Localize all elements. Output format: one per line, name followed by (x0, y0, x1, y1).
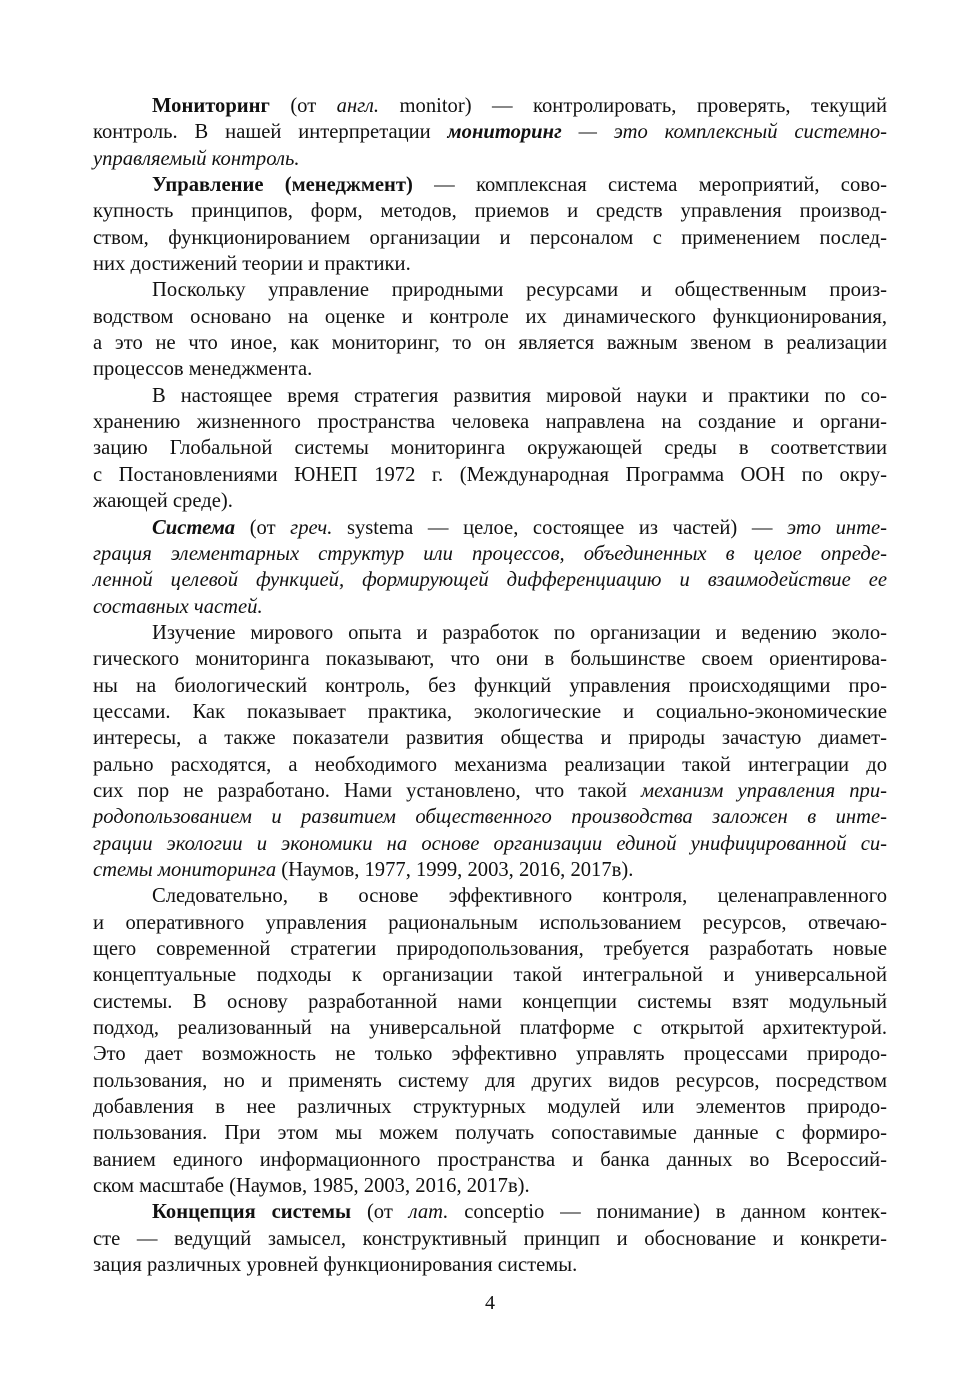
italic-text: грация элементарных структур или процессов, объединенных в целое опреде- (93, 542, 887, 565)
italic-text: управляемый контроль. (93, 147, 300, 170)
paragraph (93, 383, 887, 515)
text-run: ском масштабе (Наумов, 1985, 2003, 2016, 2017в). (93, 1175, 530, 1198)
bold-term: мониторинг (447, 121, 562, 144)
text-line (93, 673, 887, 699)
text-line (93, 831, 887, 857)
text-run: зацию Глобальной системы мониторинга окружающей среды в соответствии (93, 437, 887, 460)
text-line (93, 1226, 887, 1252)
text-run: (от (269, 95, 337, 117)
text-run: сих пор не разработано. Нами установлено, что такой (93, 779, 641, 802)
text-run: интересы, а также показатели развития общества и природы зачастую диамет- (93, 727, 887, 750)
text-run: щего современной стратегии природопользования, требуется разработать новые (93, 938, 887, 960)
text-run: пользования. При этом мы можем получать сопоставимые данные с формиро- (93, 1122, 887, 1145)
text-line (93, 1252, 887, 1278)
text-run: контроль. В нашей интерпретации (93, 121, 448, 144)
text-run: них достижений теории и практики. (93, 253, 411, 276)
text-line (93, 752, 887, 778)
text-run: пользования, но и применять систему для других видов ресурсов, посредством (93, 1069, 887, 1092)
italic-text: составных частей. (93, 595, 263, 618)
text-line (93, 594, 887, 620)
paragraph (93, 883, 887, 1199)
text-run: ванием единого информационного пространства и банка данных во Всероссий- (93, 1148, 887, 1171)
text-line (93, 146, 887, 172)
text-run: сте — ведущий замысел, конструктивный принцип и обоснование и конкрети- (93, 1227, 887, 1250)
text-line (93, 251, 887, 277)
text-run: monitor) — контролировать, проверять, текущий (379, 95, 887, 117)
text-line (93, 462, 887, 488)
text-line (93, 198, 887, 224)
paragraph (93, 515, 887, 620)
text-run: conceptio — понимание) в данном контек- (448, 1201, 887, 1224)
text-line (93, 515, 887, 541)
text-run: жающей среде). (93, 490, 233, 513)
text-line (93, 1041, 887, 1067)
bold-term: Мониторинг (152, 95, 270, 117)
text-line (93, 620, 887, 646)
text-line (93, 1015, 887, 1041)
text-line (93, 1147, 887, 1173)
text-run: Поскольку управление природными ресурсами и общественным произ- (152, 279, 887, 302)
italic-text: стемы мониторинга (93, 858, 277, 881)
text-line (93, 1173, 887, 1199)
text-run: — комплексная система мероприятий, сово- (412, 174, 887, 197)
text-line (93, 172, 887, 198)
text-run: хранению жизненного пространства человека направлена на создание и органи- (93, 411, 887, 434)
text-run: (от (235, 516, 291, 539)
bold-term: Управление (менеджмент) (152, 174, 413, 197)
italic-text: грации экологии и экономики на основе организации единой унифицированной си- (93, 832, 887, 855)
text-line (93, 330, 887, 356)
text-run: рально расходятся, а необходимого механизма реализации такой интеграции до (93, 753, 887, 776)
text-line (93, 304, 887, 330)
text-line (93, 93, 887, 119)
text-line (93, 541, 887, 567)
italic-text: это инте- (787, 516, 887, 539)
text-line (93, 646, 887, 672)
italic-text: лат. (408, 1201, 449, 1224)
text-run: ством, функционированием организации и персоналом с применением послед- (93, 226, 887, 249)
text-line (93, 356, 887, 382)
paragraph (93, 620, 887, 883)
text-line (93, 409, 887, 435)
text-line (93, 277, 887, 303)
paragraph (93, 1199, 887, 1278)
text-run: купность принципов, форм, методов, приемов и средств управления производ- (93, 200, 887, 223)
text-line (93, 989, 887, 1015)
page-number: 4 (485, 1292, 495, 1314)
text-line (93, 883, 887, 909)
text-line (93, 383, 887, 409)
bold-term: Концепция системы (152, 1201, 352, 1224)
text-run: с Постановлениями ЮНЕП 1972 г. (Международная Программа ООН по окру- (93, 463, 887, 486)
text-run: systema — целое, состоящее из частей) — (332, 516, 788, 539)
text-line (93, 1094, 887, 1120)
text-line (93, 857, 887, 883)
text-run: концептуальные подходы к организации такой интегральной и универсальной (93, 964, 887, 987)
italic-text: ленной целевой функцией, формирующей дифференциацию и взаимодействие ее (93, 569, 887, 592)
text-run: ны на биологический контроль, без функций управления происходящими про- (93, 674, 887, 697)
document-page (93, 93, 887, 1278)
text-line (93, 488, 887, 514)
italic-text: родопользованием и развитием общественного производства заложен в инте- (93, 806, 887, 829)
text-line (93, 936, 887, 962)
text-run: подход, реализованный на универсальной платформе с открытой архитектурой. (93, 1017, 887, 1040)
italic-text: греч. (290, 516, 333, 539)
text-run: цессами. Как показывает практика, экологические и социально-экономические (93, 700, 887, 723)
text-line (93, 1068, 887, 1094)
italic-text: англ. (336, 95, 380, 117)
text-run: системы. В основу разработанной нами концепции системы взят модульный (93, 990, 887, 1013)
paragraph (93, 277, 887, 382)
text-run: водством основано на оценке и контроле их динамического функционирования, (93, 305, 887, 328)
text-line (93, 699, 887, 725)
text-run: и оперативного управления рациональным использованием ресурсов, отвечаю- (93, 911, 887, 934)
text-run: процессов менеджмента. (93, 358, 313, 381)
text-run: добавления в нее различных структурных модулей или элементов природо- (93, 1096, 887, 1119)
text-run: гического мониторинга показывают, что они в большинстве своем ориентирова- (93, 648, 887, 671)
text-line (93, 910, 887, 936)
bold-term: Система (152, 516, 236, 539)
text-run: В настоящее время стратегия развития мировой науки и практики по со- (152, 384, 887, 407)
text-line (93, 567, 887, 593)
paragraph (93, 93, 887, 172)
text-line (93, 225, 887, 251)
text-line (93, 119, 887, 145)
text-line (93, 962, 887, 988)
text-run: Следовательно, в основе эффективного контроля, целенаправленного (152, 885, 887, 908)
text-line (93, 435, 887, 461)
text-run: Изучение мирового опыта и разработок по организации и ведению эколо- (152, 621, 887, 644)
text-line (93, 778, 887, 804)
text-line (93, 725, 887, 751)
italic-text: механизм управления при- (641, 779, 887, 802)
italic-text: — это комплексный системно- (561, 121, 887, 144)
text-line (93, 1120, 887, 1146)
text-run: зация различных уровней функционирования системы. (93, 1254, 578, 1277)
text-run: а это не что иное, как мониторинг, то он является важным звеном в реализации (93, 332, 887, 355)
text-run: (от (351, 1201, 409, 1224)
paragraph (93, 172, 887, 277)
text-run: Это дает возможность не только эффективно управлять процессами природо- (93, 1043, 887, 1066)
text-line (93, 1199, 887, 1225)
text-line (93, 804, 887, 830)
text-run: (Наумов, 1977, 1999, 2003, 2016, 2017в). (276, 858, 634, 881)
